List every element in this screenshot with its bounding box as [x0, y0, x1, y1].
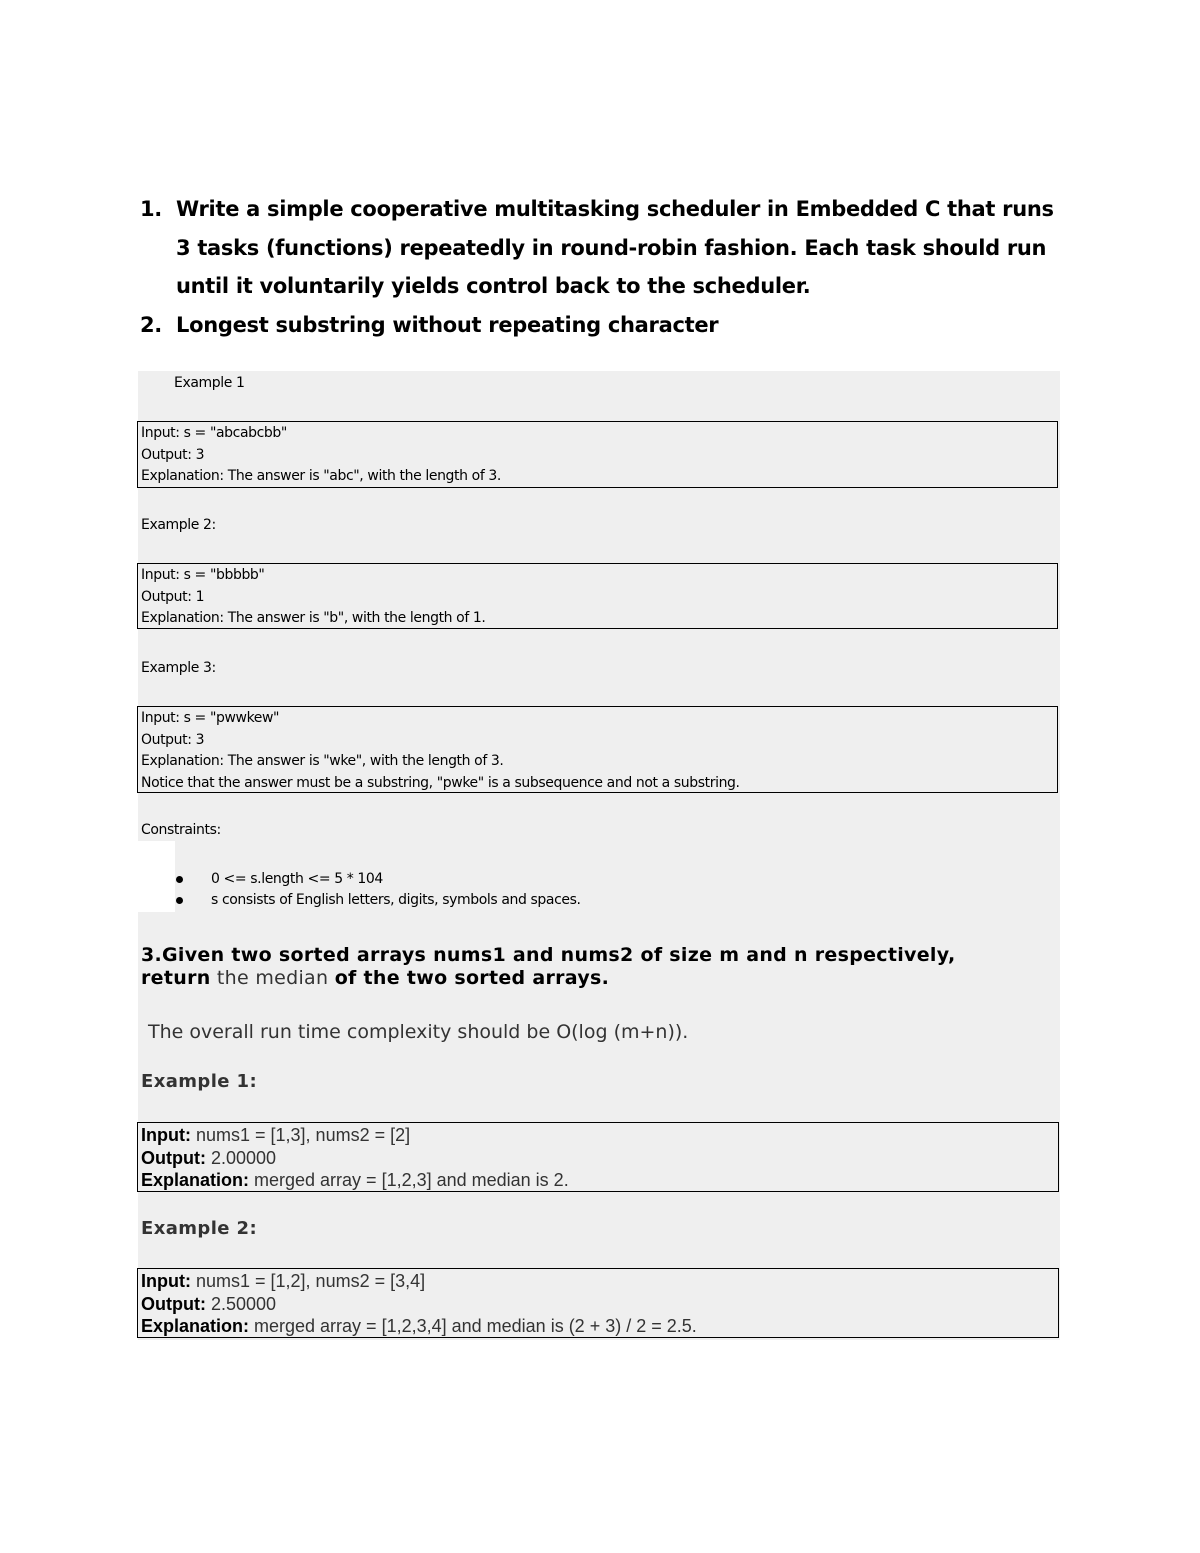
example-explanation: Explanation: The answer is "abc", with the length of 3.: [141, 468, 501, 484]
example-label: Example 1:: [141, 1071, 258, 1092]
example-explanation: Explanation: The answer is "wke", with the length of 3.: [141, 753, 504, 769]
heading-code: m: [719, 944, 740, 966]
example-explanation: Explanation: The answer is "b", with the length of 1.: [141, 610, 486, 626]
bullet-icon: [176, 876, 183, 883]
input-value: nums1 = [1,2], nums2 = [3,4]: [190, 1271, 426, 1291]
example-input: Input: s = "pwwkew": [141, 710, 280, 726]
example-output: Output: 3: [141, 731, 205, 748]
output-value: 2.00000: [205, 1147, 277, 1168]
example-box: [137, 706, 1058, 793]
question-text: Longest substring without repeating character: [176, 313, 719, 337]
question-number: 2.: [140, 313, 162, 337]
constraint-item: s consists of English letters, digits, symbols and spaces.: [211, 892, 581, 908]
example-explanation: [141, 1169, 1058, 1192]
input-label: Input:: [141, 1125, 191, 1145]
input-label: Input:: [141, 1271, 191, 1291]
example-box: [137, 421, 1058, 488]
question-text: Write a simple cooperative multitasking scheduler in Embedded C that runs 3 tasks (functions) repeatedly in round-robin fashion. Each task should run until it voluntarily yields control back to the scheduler.: [176, 197, 1054, 298]
constraint-item: 0 <= s.length <= 5 * 104: [211, 871, 383, 887]
bullet-icon: [176, 897, 183, 904]
example-output: [141, 1293, 1058, 1316]
example-input: [141, 1124, 1058, 1147]
heading-median: the median: [210, 967, 335, 989]
problem-3-heading: [141, 944, 1041, 990]
example-label: Example 3:: [141, 660, 216, 676]
example-input: Input: s = "bbbbb": [141, 567, 265, 583]
example-label: Example 2:: [141, 517, 216, 533]
question-2: [140, 306, 1070, 345]
example-box: [137, 1122, 1059, 1192]
explanation-label: Explanation:: [141, 1316, 250, 1336]
example-output: Output: 1: [141, 588, 205, 605]
example-label: Example 1: [174, 375, 245, 391]
heading-text: of size: [633, 944, 720, 966]
heading-text: and: [739, 944, 794, 966]
explanation-value: merged array = [1,2,3] and median is 2.: [249, 1170, 569, 1190]
heading-code: nums2: [560, 944, 634, 966]
example-input: Input: s = "abcabcbb": [141, 425, 287, 441]
example-explanation: [141, 1315, 1058, 1338]
example-output: Output: 3: [141, 446, 205, 463]
constraints-label: Constraints:: [141, 822, 221, 838]
heading-text: return: [141, 967, 211, 989]
output-label: Output:: [141, 1293, 206, 1314]
heading-text: and: [505, 944, 561, 966]
input-value: nums1 = [1,3], nums2 = [2]: [190, 1125, 411, 1145]
example-note: Notice that the answer must be a substring, "pwke" is a subsequence and not a substring.: [141, 774, 740, 791]
heading-text: of the two sorted arrays.: [334, 967, 610, 989]
complexity-note: The overall run time complexity should be O(log (m+n)).: [148, 1021, 689, 1043]
question-1: [140, 190, 1070, 306]
example-input: [141, 1270, 1058, 1293]
example-box: [137, 1268, 1059, 1338]
example-output: [141, 1147, 1058, 1170]
explanation-value: merged array = [1,2,3,4] and median is (2 + 3) / 2 = 2.5.: [249, 1316, 697, 1336]
heading-code: nums1: [433, 944, 506, 966]
explanation-label: Explanation:: [141, 1170, 250, 1190]
heading-text: respectively,: [807, 944, 956, 966]
output-value: 2.50000: [205, 1293, 277, 1314]
example-label: Example 2:: [141, 1218, 258, 1239]
heading-text: 3.Given two sorted arrays: [141, 944, 434, 966]
question-number: 1.: [140, 197, 162, 221]
example-box: [137, 563, 1058, 629]
output-label: Output:: [141, 1147, 206, 1168]
heading-code: n: [794, 944, 808, 966]
